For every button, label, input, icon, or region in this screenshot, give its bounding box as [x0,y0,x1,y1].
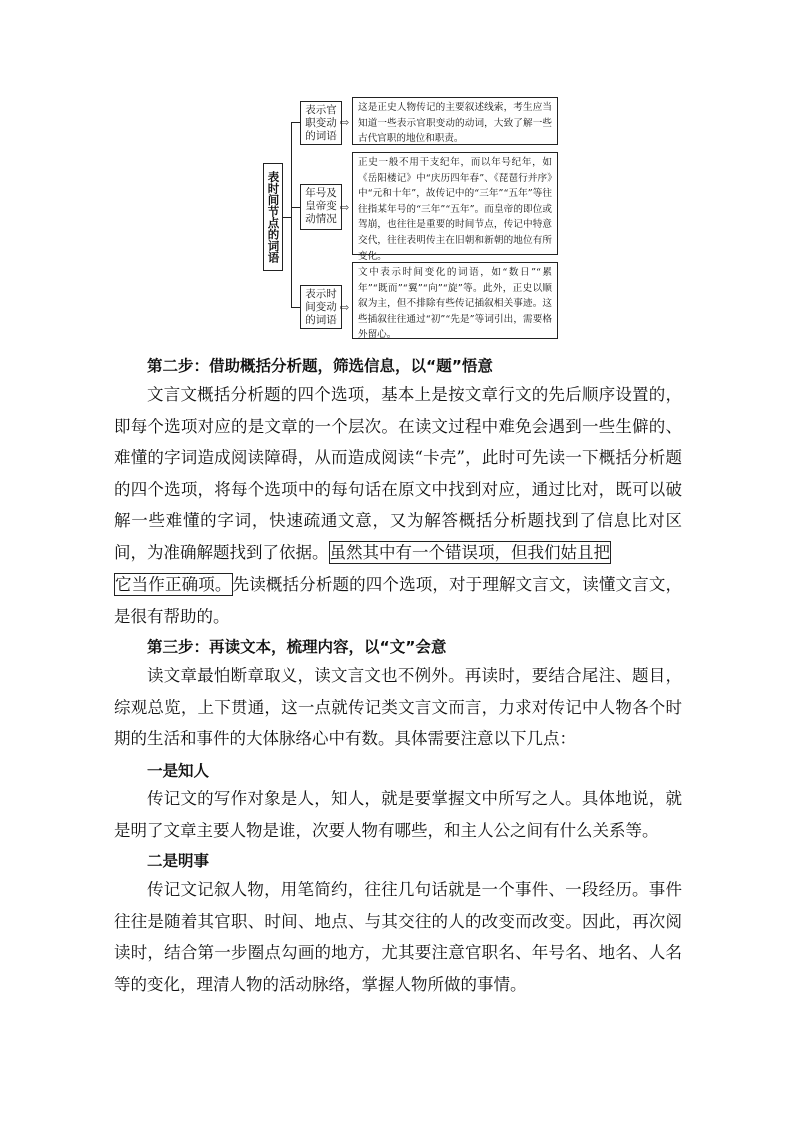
branch-description: 文中表示时间变化的词语，如“数日”“累年”“既而”“翼”“向”“旋”等。此外，正史以顺叙为主，但不排除有些传记插叙相关事迹。这些插叙往往通过“初”“先是”等词引出，需要格外留心。 [358,267,552,341]
point1-paragraph: 传记文的写作对象是人，知人，就是要掌握文中所写之人。具体地说，就是明了文章主要人物是谁，次要人物有哪些，和主人公之间有什么关系等。 [114,789,682,840]
desc-box-official-posts [352,97,558,145]
branch-description: 正史一般不用干支纪年，而以年号纪年，如《岳阳楼记》中“庆历四年春”、《琵琶行并序》中“元和十年”，故传记中的“三年”“五年”等往往指某年号的“三年”“五年”。而皇帝的即位或驾崩，也往往是重要的时间节点，传记中特意交代，往往表明传主在旧朝和新朝的地位有所变化。 [358,157,552,262]
branch-box-official-posts [300,101,342,145]
step2-paragraph-text: 文言文概括分析题的四个选项，基本上是按文章行文的先后顺序设置的，即每个选项对应的是文章的一个层次。在读文过程中难免会遇到一些生僻的、难懂的字词造成阅读障碍，从而造成阅读“卡壳”，此时可先读一下概括分析题的四个选项，将每个选项中的每句话在原文中找到对应，通过比对，既可以破解一些难懂的字词，快速疏通文意，又为解答概括分析题找到了信息比对区间，为准确解题找到了依据。 [114,385,682,562]
step3-heading: 第三步：再读文本，梳理内容，以“文”会意 [147,638,447,656]
arrow-right-icon: ⇨ [340,116,350,129]
step2-heading: 第二步：借助概括分析题，筛选信息，以“题”悟意 [147,357,493,375]
branch-description: 这是正史人物传记的主要叙述线索，考生应当知道一些表示官职变动的动词，大致了解一些古代官职的地位和职责。 [358,102,552,145]
step2-paragraph [114,379,682,568]
diagram-root-box [263,163,283,271]
point1-heading: 一是知人 [147,762,210,780]
connector-trunk [291,122,292,308]
timeline-concept-diagram [0,0,794,345]
step3-paragraph: 读文章最怕断章取义，读文言文也不例外。再读时，要结合尾注、题目，综观总览，上下贯通，这一点就传记类文言文而言，力求对传记中人物各个时期的生活和事件的大体脉络心中有数。具体需要注意以下几点： [114,666,682,748]
diagram-root-label: 表时间节点的词语 [266,171,281,263]
arrow-right-icon: ⇨ [340,201,350,214]
branch-label: 年号及皇帝变动情况 [305,187,337,225]
connector-branch-2 [291,207,300,208]
arrow-right-icon: ⇨ [340,301,350,314]
point2-heading: 二是明事 [147,852,210,870]
highlighted-phrase-box: 虽然其中有一个错误项，但我们姑且把 [329,542,610,562]
step2-paragraph-text: 先读概括分析题的四个选项，对于理解文言文，读懂文言文，是很有帮助的。 [114,575,683,626]
branch-box-time-change [300,285,342,329]
branch-label: 表示官职变动的词语 [305,104,337,142]
connector-root [283,217,291,218]
connector-branch-1 [291,122,300,123]
step2-paragraph-continued [114,569,682,632]
highlighted-phrase-box: 它当作正确项。 [115,575,232,594]
desc-box-time-change [352,262,558,339]
branch-label: 表示时间变动的词语 [305,288,337,326]
desc-box-era-names [352,152,558,262]
branch-box-era-names [300,184,342,230]
point2-paragraph: 传记文记叙人物，用笔简约，往往几句话就是一个事件、一段经历。事件往往是随着其官职、时间、地点、与其交往的人的改变而改变。因此，再次阅读时，结合第一步圈点勾画的地方，尤其要注意官职名、年号名、地名、人名等的变化，理清人物的活动脉络，掌握人物所做的事情。 [114,880,682,994]
connector-branch-3 [291,307,300,308]
